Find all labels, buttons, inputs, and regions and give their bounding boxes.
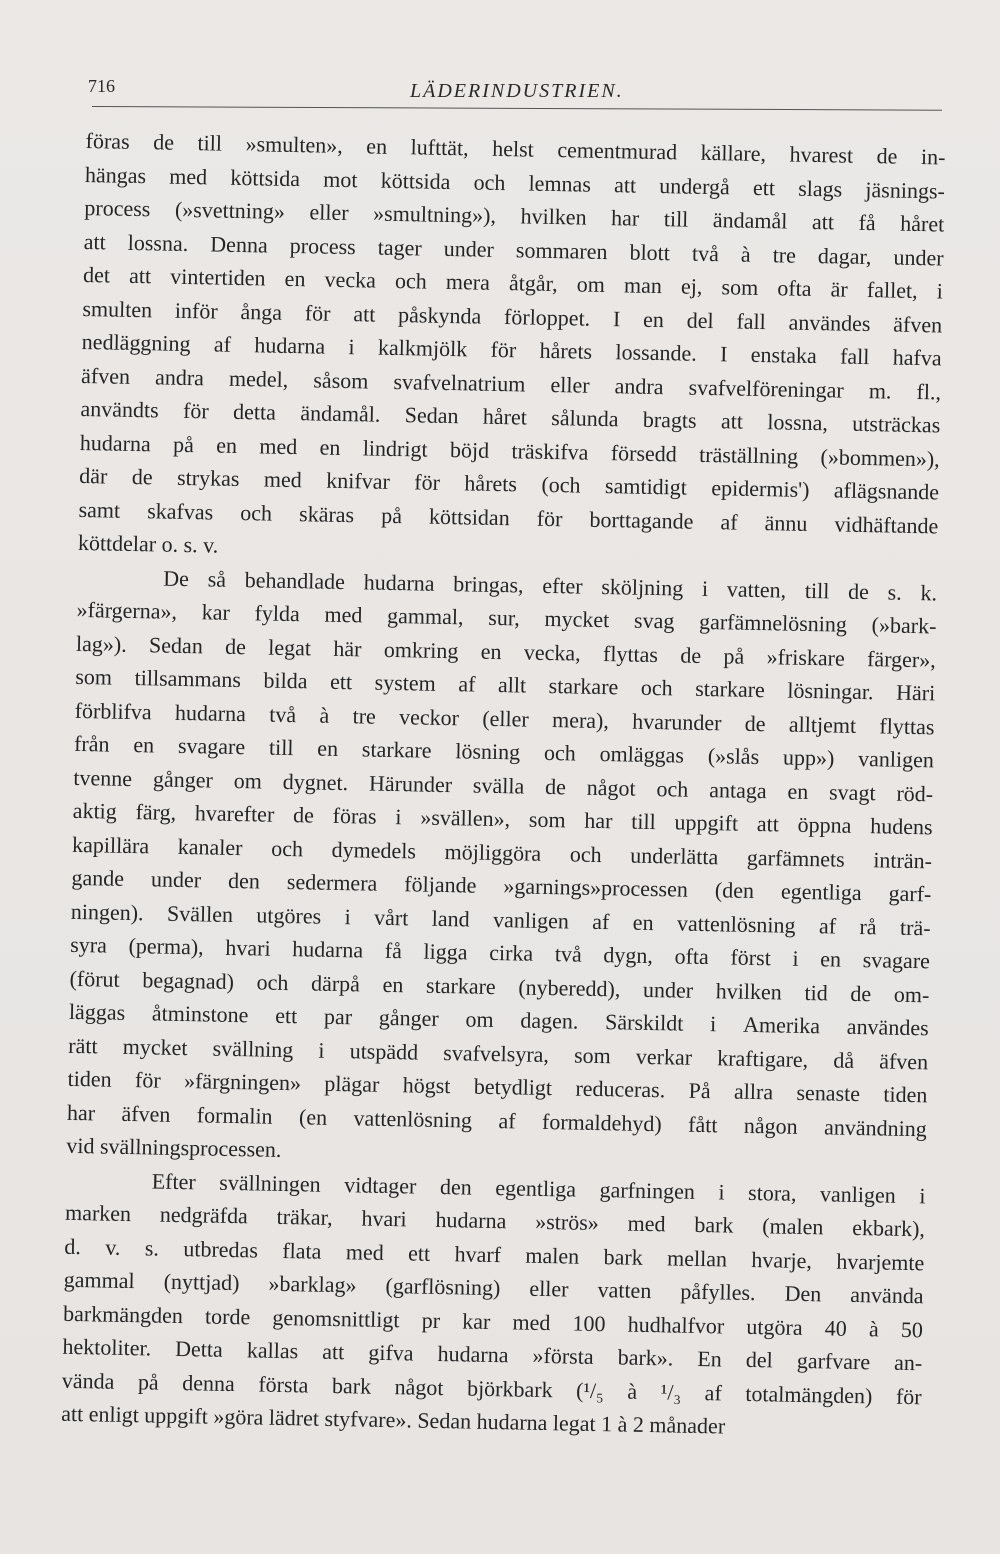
- text-line: De så behandlade hudarna bringas, efter sköljning i vatten, till de s. k.: [163, 565, 938, 605]
- text-line: användts för detta ändamål. Sedan håret sålunda bragts att lossna, utsträckas: [80, 395, 941, 438]
- text-line: nedläggning af hudarna i kalkmjölk för hårets lossande. I enstaka fall hafva: [81, 328, 942, 371]
- text-line: läggas åtminstone ett par gånger om dagen. Särskildt i Amerika användes: [68, 998, 929, 1041]
- text-line: tvenne gånger om dygnet. Härunder svälla de något och antaga en svagt röd-: [73, 764, 934, 806]
- text-line: hektoliter. Detta kallas att gifva hudarna »första bark». En del garfvare an-: [62, 1333, 923, 1376]
- text-line: gammal (nyttjad) »barklag» (garflösning) eller vatten påfylles. Den använda: [63, 1266, 924, 1309]
- text-line: där de strykas med knifvar för hårets (och samtidigt epidermis') aflägsnande: [79, 462, 940, 505]
- text-line: föras de till »smulten», en lufttät, helst cementmurad källare, hvarest de in-: [85, 127, 946, 170]
- text-line: förblifva hudarna två à tre veckor (eller mera), hvarunder de alltjemt flyttas: [74, 697, 935, 739]
- text-line: vända på denna första bark något björkbark (¹/₅ à ¹/₃ af totalmängden) för: [61, 1367, 922, 1409]
- text-line: aktig färg, hvarefter de föras i »svällen», som har till uppgift att öppna hudens: [72, 797, 933, 840]
- running-title: LÄDERINDUSTRIEN.: [410, 80, 624, 102]
- text-line: hängas med köttsida mot köttsida och lemnas att undergå ett slags jäsnings-: [84, 161, 946, 203]
- text-line: process (»svettning» eller »smultning»), hvilken har till ändamål att få håret: [84, 194, 945, 237]
- text-line: syra (perma), hvari hudarna få ligga cirka två dygn, ofta först i en svagare: [70, 931, 931, 974]
- page-header: [88, 70, 948, 104]
- paragraph: [78, 124, 946, 576]
- text-line: det att vintertiden en vecka och mera åtgår, om man ej, som ofta är fallet, i: [82, 261, 944, 304]
- text-line: »färgerna», kar fylda med gammal, sur, mycket svag garfämnelösning (»bark-: [76, 596, 937, 639]
- text-line: köttdelar o. s. v.: [77, 529, 219, 558]
- text-line: lag»). Sedan de legat här omkring en vecka, flyttas de på »friskare färger»,: [75, 630, 936, 672]
- text-line: hudarna på en med en lindrigt böjd träskifva försedd träställning (»bommen»),: [79, 429, 940, 471]
- text-line: kapillära kanaler och dymedels möjliggöra och underlätta garfämnets inträn-: [71, 831, 933, 873]
- text-line: (förut begagnad) och därpå en starkare (nyberedd), under hvilken tid de om-: [69, 965, 930, 1007]
- text-line: ningen). Svällen utgöres i vårt land vanligen af en vattenlösning af rå trä-: [70, 898, 931, 940]
- text-line: marken nedgräfda träkar, hvari hudarna »strös» med bark (malen ekbark),: [64, 1199, 926, 1242]
- paragraph: [66, 559, 937, 1178]
- text-line: gande under den sedermera följande »garnings»processen (den egentliga garf-: [71, 864, 932, 907]
- text-line: d. v. s. utbredas flata med ett hvarf malen bark mellan hvarje, hvarjemte: [64, 1233, 925, 1275]
- page-number: 716: [88, 76, 115, 96]
- body-text: [61, 124, 946, 1447]
- text-line: smulten inför ånga för att påskynda förloppet. I en del fall användes äfven: [82, 295, 943, 337]
- text-line: äfven andra medel, såsom svafvelnatrium eller andra svafvelföreningar m. fl.,: [80, 362, 942, 404]
- text-line: från en svagare till en starkare lösning och omläggas (»slås upp») vanligen: [73, 730, 935, 773]
- text-line: barkmängden torde genomsnittligt pr kar med 100 hudhalfvor utgöra 40 à 50: [62, 1300, 924, 1342]
- text-line: att lossna. Denna process tager under sommaren blott två à tre dagar, under: [83, 228, 944, 270]
- text-line: att enligt uppgift »göra lädret styfvare». Sedan hudarna legat 1 à 2 månader: [61, 1400, 726, 1439]
- header-rule: [92, 106, 942, 111]
- text-line: rätt mycket svällning i utspädd svafvelsyra, som verkar kraftigare, då äfven: [68, 1032, 929, 1074]
- paragraph: [61, 1162, 926, 1446]
- text-line: tiden för »färgningen» plägar högst betydligt reduceras. På allra senaste tiden: [67, 1065, 928, 1108]
- text-line: som tillsammans bilda ett system af allt starkare och starkare lösningar. Häri: [75, 663, 936, 706]
- text-line: har äfven formalin (en vattenlösning af formaldehyd) fått någon användning: [66, 1099, 927, 1141]
- text-line: vid svällningsprocessen.: [66, 1132, 282, 1162]
- text-line: samt skafvas och skäras på köttsidan för borttagande af ännu vidhäftande: [78, 496, 939, 538]
- text-line: Efter svällningen vidtager den egentliga garfningen i stora, vanligen i: [151, 1167, 926, 1208]
